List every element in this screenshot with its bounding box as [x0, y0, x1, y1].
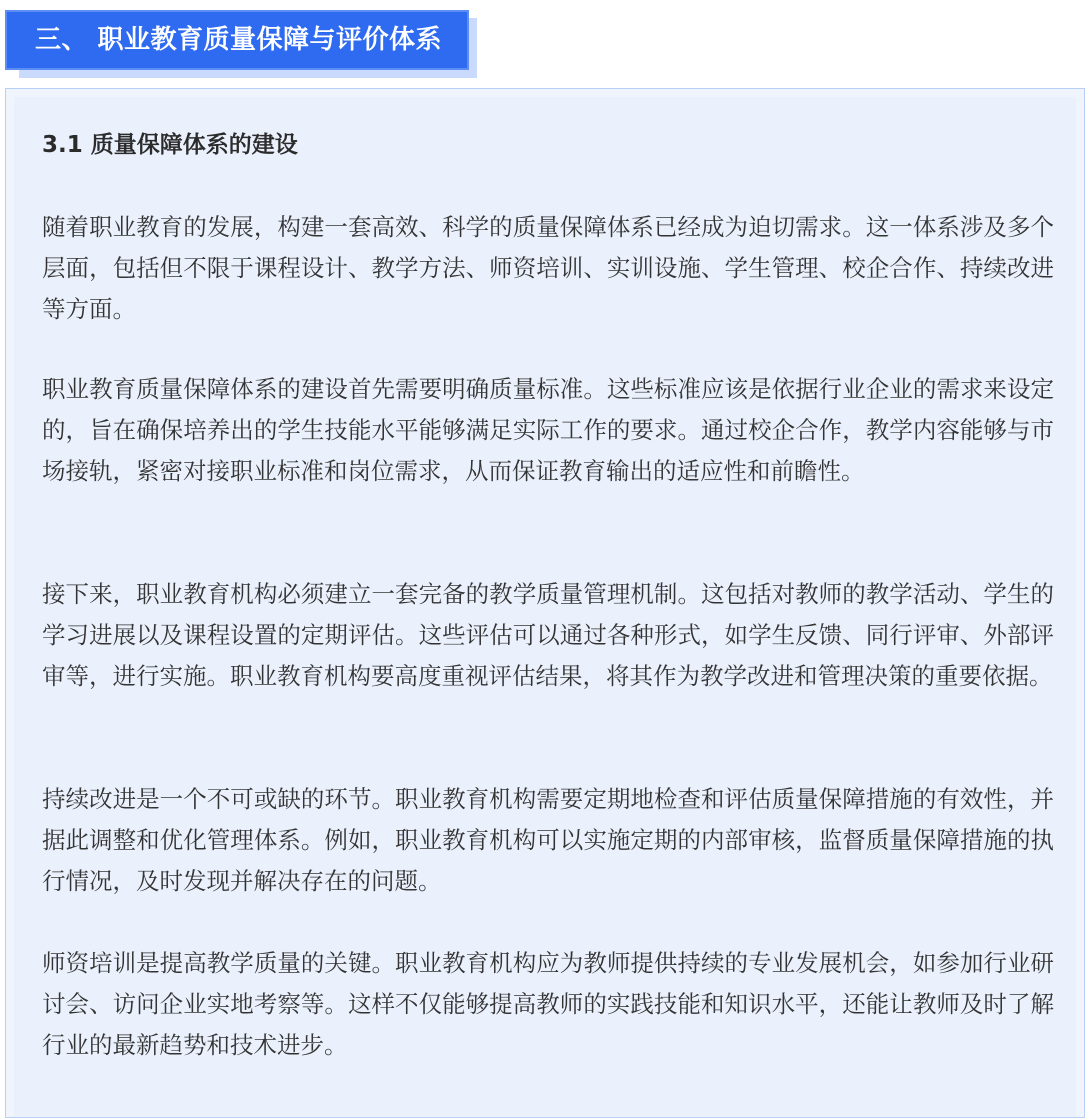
- subsection-heading: 3.1 质量保障体系的建设: [42, 132, 298, 158]
- section-title: 三、 职业教育质量保障与评价体系: [35, 25, 443, 55]
- section-header-bar: [5, 10, 469, 70]
- paragraph-intro: 随着职业教育的发展，构建一套高效、科学的质量保障体系已经成为迫切需求。这一体系涉及多个层面，包括但不限于课程设计、教学方法、师资培训、实训设施、学生管理、校企合作、持续改进等方面。: [42, 213, 1054, 323]
- paragraph-standards: 职业教育质量保障体系的建设首先需要明确质量标准。这些标准应该是依据行业企业的需求来设定的，旨在确保培养出的学生技能水平能够满足实际工作的要求。通过校企合作，教学内容能够与市场接轨，紧密对接职业标准和岗位需求，从而保证教育输出的适应性和前瞻性。: [42, 375, 1054, 485]
- paragraph-management: 接下来，职业教育机构必须建立一套完备的教学质量管理机制。这包括对教师的教学活动、学生的学习进展以及课程设置的定期评估。这些评估可以通过各种形式，如学生反馈、同行评审、外部评审等，进行实施。职业教育机构要高度重视评估结果，将其作为教学改进和管理决策的重要依据。: [42, 580, 1054, 690]
- paragraph-improvement: 持续改进是一个不可或缺的环节。职业教育机构需要定期地检查和评估质量保障措施的有效性，并据此调整和优化管理体系。例如，职业教育机构可以实施定期的内部审核，监督质量保障措施的执行情况，及时发现并解决存在的问题。: [42, 785, 1054, 895]
- section-header: [5, 10, 477, 78]
- paragraph-training: 师资培训是提高教学质量的关键。职业教育机构应为教师提供持续的专业发展机会，如参加行业研讨会、访问企业实地考察等。这样不仅能够提高教师的实践技能和知识水平，还能让教师及时了解行业的最新趋势和技术进步。: [42, 949, 1054, 1059]
